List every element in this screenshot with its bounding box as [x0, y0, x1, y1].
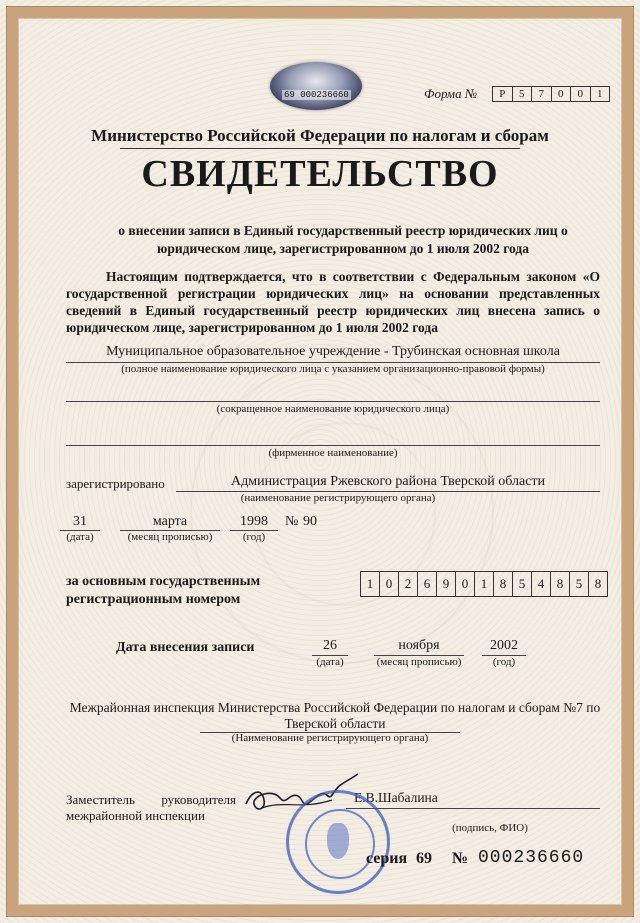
form-code-char: 0 [570, 87, 590, 101]
hologram-sticker [270, 62, 362, 110]
reg-month-caption: (месяц прописью) [127, 531, 213, 543]
inspection-line2: Тверской области [284, 716, 386, 731]
form-code-char: Р [499, 88, 506, 100]
form-label: Форма № [424, 86, 478, 101]
reg-year-caption: (год) [242, 531, 266, 543]
ministry-heading: Министерство Российской Федерации по налогам и сборам [91, 126, 549, 145]
brand-name-line [66, 445, 600, 446]
confirmation-paragraph: Настоящим подтверждается, что в соответствии с Федеральным законом «О государственной регистрации юридических лиц» на основании представленных сведений в Единый государственный реестр юридических лиц внесена запись о юридическом лице, зарегистрированном до 1 июля 2002 года [66, 269, 600, 335]
ogrn-digit: 1 [366, 576, 374, 591]
ogrn-digit: 0 [455, 572, 474, 596]
document-subtitle: о внесении записи в Единый государственный реестр юридических лиц о юридическом лице, зарегистрированном до 1 июля 2002 года [118, 223, 568, 256]
entry-month: ноября [398, 638, 440, 653]
signatory-caption: (подпись, ФИО) [452, 822, 528, 834]
ogrn-digit: 8 [550, 572, 569, 596]
short-name-line [66, 401, 600, 402]
serial-series: 69 [416, 850, 432, 867]
ogrn-digit: 8 [588, 572, 607, 596]
signatory-position-line2: межрайонной инспекции [66, 808, 205, 823]
ministry-underline [120, 148, 520, 149]
signatory-name: Е.В.Шабалина [354, 790, 438, 805]
serial-number-label: № [452, 850, 469, 867]
serial-number: 000236660 [478, 848, 585, 868]
entry-day: 26 [323, 638, 337, 653]
signatory-position-line1: Заместитель руководителя [66, 792, 236, 807]
inspection-line1: Межрайонная инспекция Министерства Российской Федерации по налогам и сборам №7 по [69, 700, 601, 715]
entry-year: 2002 [490, 638, 518, 653]
ogrn-digit: 0 [379, 572, 398, 596]
ogrn-label-line1: за основным государственным [66, 574, 261, 589]
reg-number: 90 [303, 514, 317, 529]
ogrn-digit: 9 [436, 572, 455, 596]
official-seal-stamp [286, 790, 390, 894]
hologram-number: 69 000236660 [284, 90, 349, 100]
ogrn-digit: 2 [398, 572, 417, 596]
reg-year: 1998 [240, 514, 268, 529]
form-code-boxes [492, 86, 610, 102]
form-code-char: 5 [512, 87, 532, 101]
reg-month: марта [152, 514, 188, 529]
registered-caption: (наименование регистрирующего органа) [240, 492, 436, 504]
form-code-char: 7 [531, 87, 551, 101]
entry-day-caption: (дата) [316, 656, 344, 668]
reg-number-label: № [285, 514, 299, 529]
reg-day: 31 [73, 514, 87, 529]
ogrn-digit-boxes [360, 571, 608, 597]
short-name-caption: (сокращенное наименование юридического лица) [216, 403, 450, 415]
entry-year-caption: (год) [492, 656, 516, 668]
entry-month-caption: (месяц прописью) [376, 656, 462, 668]
form-code-char: 0 [551, 87, 571, 101]
entry-date-label: Дата внесения записи [116, 640, 255, 655]
inspection-caption: (Наименование регистрирующего органа) [231, 732, 429, 744]
reg-day-caption: (дата) [66, 531, 94, 543]
ogrn-label-line2: регистрационным номером [66, 592, 241, 607]
document-title: СВИДЕТЕЛЬСТВО [141, 153, 499, 195]
ogrn-digit: 5 [512, 572, 531, 596]
ogrn-digit: 4 [531, 572, 550, 596]
ogrn-digit: 1 [474, 572, 493, 596]
full-name-value: Муниципальное образовательное учреждение - Трубинская основная школа [106, 344, 560, 359]
ogrn-digit: 8 [493, 572, 512, 596]
brand-name-caption: (фирменное наименование) [268, 447, 398, 459]
signatory-line [346, 808, 600, 809]
full-name-caption: (полное наименование юридического лица с указанием организационно-правовой формы) [121, 363, 545, 375]
form-code-char: 1 [590, 87, 610, 101]
ogrn-digit: 6 [417, 572, 436, 596]
registering-authority: Администрация Ржевского района Тверской области [230, 474, 546, 489]
ogrn-digit: 5 [569, 572, 588, 596]
registered-label: зарегистрировано [66, 476, 165, 491]
serial-label: серия [366, 850, 408, 867]
